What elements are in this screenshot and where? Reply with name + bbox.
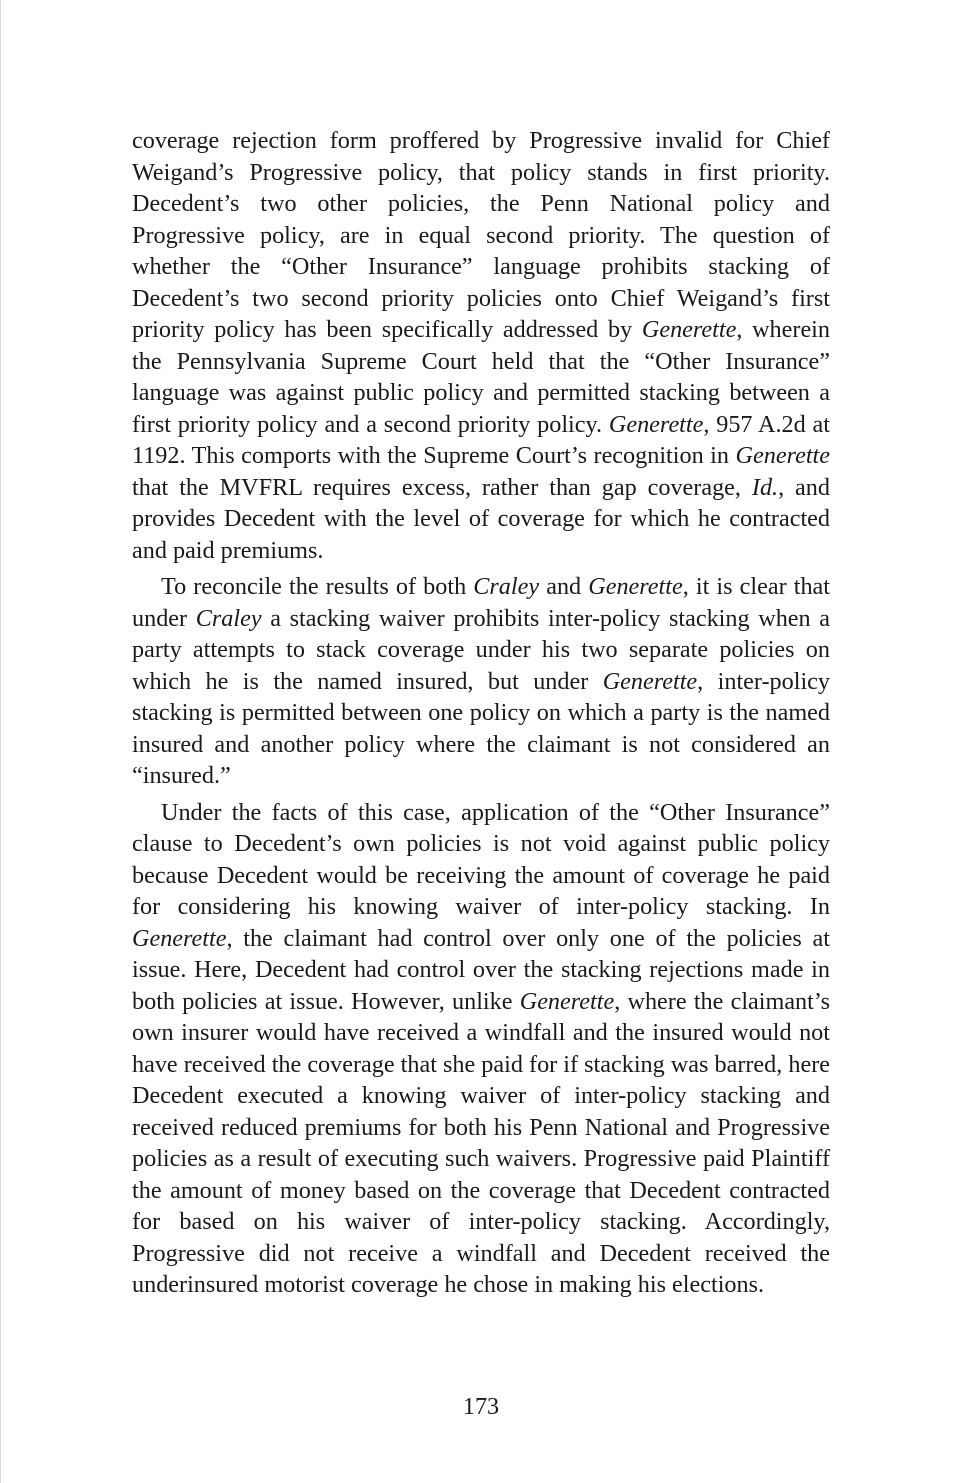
italic-citation: Generette [608, 410, 704, 438]
italic-citation: Generette [132, 924, 227, 952]
paragraph [132, 125, 830, 566]
text-run: and [539, 573, 589, 600]
text-run: , inter-​policy stacking is permitted between one policy on which a party is the named insured and another policy where the claimant is not considered an “insured.” [132, 667, 830, 789]
text-run: To reconcile the results of both [161, 573, 474, 600]
paragraph [132, 797, 830, 1301]
italic-citation: Craley [473, 573, 540, 600]
page-number: 173 [462, 1393, 500, 1420]
italic-citation: Generette [641, 316, 737, 343]
paragraph [132, 571, 830, 792]
text-run: , and provides Decedent with the level of coverage for which he contracted and paid premiums. [132, 473, 830, 564]
body-text [132, 125, 830, 1301]
text-run: coverage rejection form proffered by Progressive invalid for Chief Weigand’s Progressive policy, that policy stands in first priority. Decedent’s two other policies, the Penn National policy and Progressive policy, are in equal second priority. The question of whether the “Other Insurance” language prohibits stacking of Decedent’s two second priority policies onto Chief Weigand’s first priority policy has been specifically addressed by [132, 127, 830, 343]
italic-citation: Generette [735, 442, 830, 469]
text-run: that the MVFRL requires excess, rather than gap coverage, [132, 473, 752, 501]
text-run: , it is clear that under [132, 573, 830, 632]
text-run: , 957 A.2d at 1192. This comports with the Supreme Court’s recognition in [132, 410, 830, 469]
text-run: , the claimant had control over only one of the policies at issue. Here, Decedent had control over the stacking rejections made in both policies at issue. However, unlike [132, 924, 830, 1015]
text-run: Under the facts of this case, application of the “Other Insurance” clause to Decedent’s own policies is not void against public policy because Decedent would be receiving the amount of coverage he paid for considering his knowing waiver of inter-policy stacking. In [132, 798, 830, 920]
italic-citation: Generette [602, 667, 698, 695]
italic-citation: Craley [195, 604, 262, 632]
italic-citation: Generette [519, 987, 615, 1015]
text-run: , where the claimant’s own insurer would have received a windfall and the insured would not have received the coverage that she paid for if stacking was barred, here Decedent executed a knowing waiver of inter-policy stacking and received reduced premiums for both his Penn National and Progressive policies as a result of executing such waivers. Progressive paid Plaintiff the amount of money based on the coverage that Decedent contracted for based on his waiver of inter-policy stacking. Accordingly, Progressive did not receive a windfall and Decedent received the underinsured motorist coverage he chose in making his elections. [132, 987, 831, 1298]
text-run: , wherein the Pennsylvania Supreme Court held that the “Other Insurance” language was against public policy and permitted stacking between a first priority policy and a second priority policy. [132, 316, 830, 438]
italic-citation: Id. [751, 473, 779, 501]
italic-citation: Generette [588, 573, 683, 600]
text-run: a stacking waiver prohibits inter-policy stacking when a party attempts to stack coverage under his two separate policies on which he is the named insured, but under [132, 604, 831, 695]
